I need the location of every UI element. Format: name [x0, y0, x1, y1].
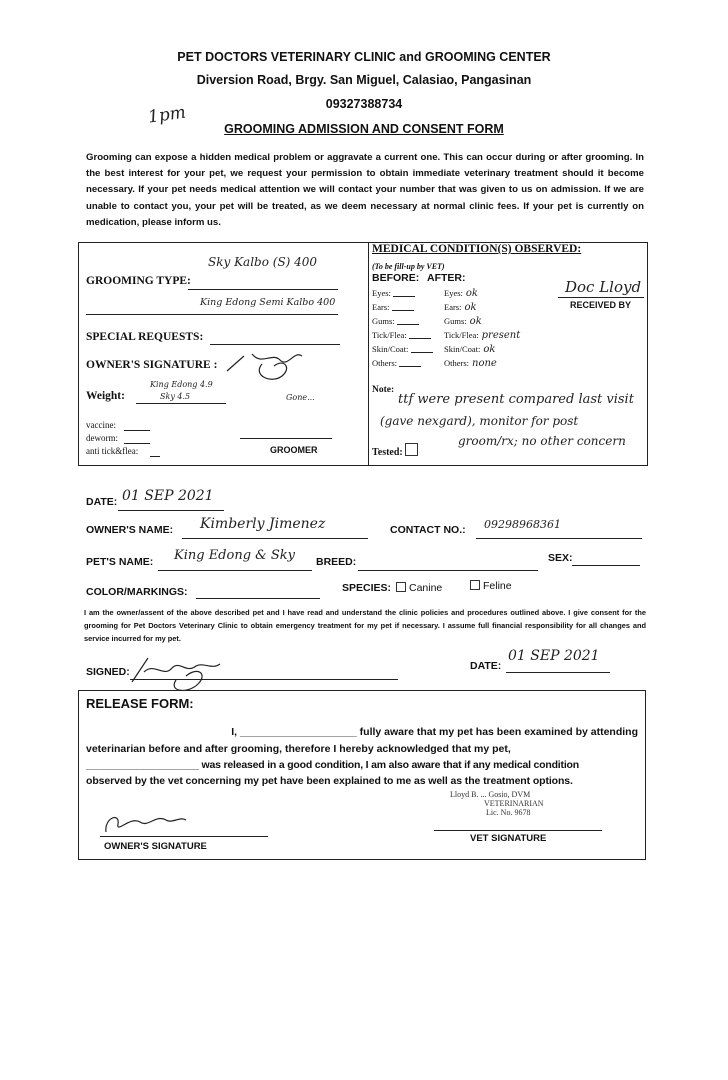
after-row: Tick/Flea: present	[444, 330, 521, 341]
medical-title: MEDICAL CONDITION(S) OBSERVED:	[372, 243, 582, 255]
release-text-4: observed by the vet concerning my pet have been explained to me as well as the treatment options.	[86, 775, 573, 787]
feline-checkbox[interactable]	[470, 580, 480, 590]
release-text-2: veterinarian before and after grooming, therefore I hereby acknowledged that my pet,	[86, 743, 511, 755]
vaccine-label: vaccine:	[86, 420, 116, 430]
before-row: Gums:	[372, 316, 419, 326]
canine-checkbox[interactable]	[396, 582, 406, 592]
contact-value[interactable]: 09298968361	[484, 518, 561, 531]
grooming-type-line1: Sky Kalbo (S) 400	[208, 255, 318, 269]
release-text-3: ____________________ was released in a good condition, I am also aware that if any medical condition	[86, 759, 579, 771]
owner-signature-scribble	[222, 346, 332, 386]
note-text-2: (gave nexgard), monitor for post	[380, 414, 579, 428]
before-row: Skin/Coat:	[372, 344, 433, 354]
species-label: SPECIES:	[342, 582, 392, 594]
box-divider	[368, 242, 369, 466]
release-vet-sig-label: VET SIGNATURE	[470, 833, 547, 844]
signed-label: SIGNED:	[86, 666, 130, 678]
breed-label: BREED:	[316, 556, 357, 568]
date-value[interactable]: 01 SEP 2021	[122, 488, 214, 504]
species-canine[interactable]: Canine	[396, 582, 442, 594]
after-value[interactable]: ok	[469, 316, 482, 327]
after-row: Others: none	[444, 358, 497, 369]
vet-stamp: Lloyd B. ... Gosio, DVM VETERINARIAN Lic. No. 9678	[450, 790, 544, 817]
sex-label: SEX:	[548, 552, 573, 564]
after-value[interactable]: ok	[465, 288, 478, 299]
before-row: Tick/Flea:	[372, 330, 431, 340]
consent-text: I am the owner/assent of the above described pet and I have read and understand the clinic policies and procedures outlined above. I give consent for the grooming for Pet Doctors Veterinary Clinic to obtain emergency treatment for my pet if necessary. I assume full financial responsibility for all changes and service incurred for my pet.	[84, 608, 646, 643]
after-row: Ears: ok	[444, 302, 477, 313]
before-row: Eyes:	[372, 288, 415, 298]
after-value[interactable]: ok	[464, 302, 477, 313]
note-label: Note:	[372, 385, 395, 395]
before-row: Ears:	[372, 302, 414, 312]
after-label: AFTER:	[427, 272, 466, 284]
clinic-address: Diversion Road, Brgy. San Miguel, Calasiao, Pangasinan	[196, 73, 532, 87]
clinic-name: PET DOCTORS VETERINARY CLINIC and GROOMING CENTER	[177, 50, 551, 64]
after-value[interactable]: present	[481, 330, 521, 341]
note-text-1: ttf were present compared last visit	[398, 392, 634, 407]
before-label: BEFORE:	[372, 272, 420, 284]
weight-label: Weight:	[86, 390, 125, 402]
contact-label: CONTACT NO.:	[390, 524, 466, 536]
owner-name-value[interactable]: Kimberly Jimenez	[200, 516, 326, 532]
color-markings-label: COLOR/MARKINGS:	[86, 586, 188, 598]
consent-signature-scribble	[128, 652, 238, 694]
grooming-type-label: GROOMING TYPE:	[86, 275, 191, 287]
after-value[interactable]: ok	[483, 344, 496, 355]
consent-date-label: DATE:	[470, 660, 502, 672]
release-text-1: I, ____________________ fully aware that my pet has been examined by attending	[231, 726, 638, 738]
tested-label: Tested:	[372, 443, 421, 458]
release-owner-sig-label: OWNER'S SIGNATURE	[104, 841, 207, 852]
after-row: Skin/Coat: ok	[444, 344, 496, 355]
note-text-3: groom/rx; no other concern	[458, 434, 626, 448]
special-requests-label: SPECIAL REQUESTS:	[86, 331, 204, 343]
after-value[interactable]: none	[472, 358, 497, 369]
consent-date-value[interactable]: 01 SEP 2021	[508, 648, 600, 664]
antitick-label: anti tick&flea:	[86, 446, 139, 456]
intro-paragraph: Grooming can expose a hidden medical problem or aggravate a current one. This can occur during or after grooming. In the best interest for your pet, we request your permission to obtain immediate veterinary treatment should it become necessary. If your pet needs medical attention we will contact your number that was given to us on admission. If we are unable to contact you, your pet will be treated, as we deem necessary at normal clinic fees. If your pet is currently on medication, please inform us.	[86, 152, 644, 228]
weight-note-right: Gone...	[286, 393, 315, 402]
grooming-type-line2: King Edong Semi Kalbo 400	[200, 297, 336, 308]
before-row: Others:	[372, 358, 421, 368]
owner-signature-label: OWNER'S SIGNATURE :	[86, 359, 218, 371]
owner-name-label: OWNER'S NAME:	[86, 524, 174, 536]
after-row: Gums: ok	[444, 316, 482, 327]
weight-note-bottom: Sky 4.5	[160, 392, 191, 401]
clinic-phone: 09327388734	[325, 97, 403, 111]
groomer-label: GROOMER	[270, 445, 318, 455]
release-title: RELEASE FORM:	[86, 696, 194, 711]
after-row: Eyes: ok	[444, 288, 478, 299]
form-title: GROOMING ADMISSION AND CONSENT FORM	[224, 122, 504, 136]
date-label: DATE:	[86, 496, 118, 508]
pet-name-value[interactable]: King Edong & Sky	[174, 548, 295, 563]
margin-note: 1pm	[146, 102, 188, 128]
received-signature: Doc Lloyd	[565, 278, 642, 296]
weight-note-top: King Edong 4.9	[150, 380, 213, 389]
pet-name-label: PET'S NAME:	[86, 556, 154, 568]
medical-subtitle: (To be fill-up by VET)	[372, 262, 445, 271]
deworm-label: deworm:	[86, 433, 118, 443]
received-by-label: RECEIVED BY	[570, 300, 632, 310]
tested-checkbox[interactable]	[405, 443, 418, 456]
species-feline[interactable]: Feline	[470, 580, 512, 592]
